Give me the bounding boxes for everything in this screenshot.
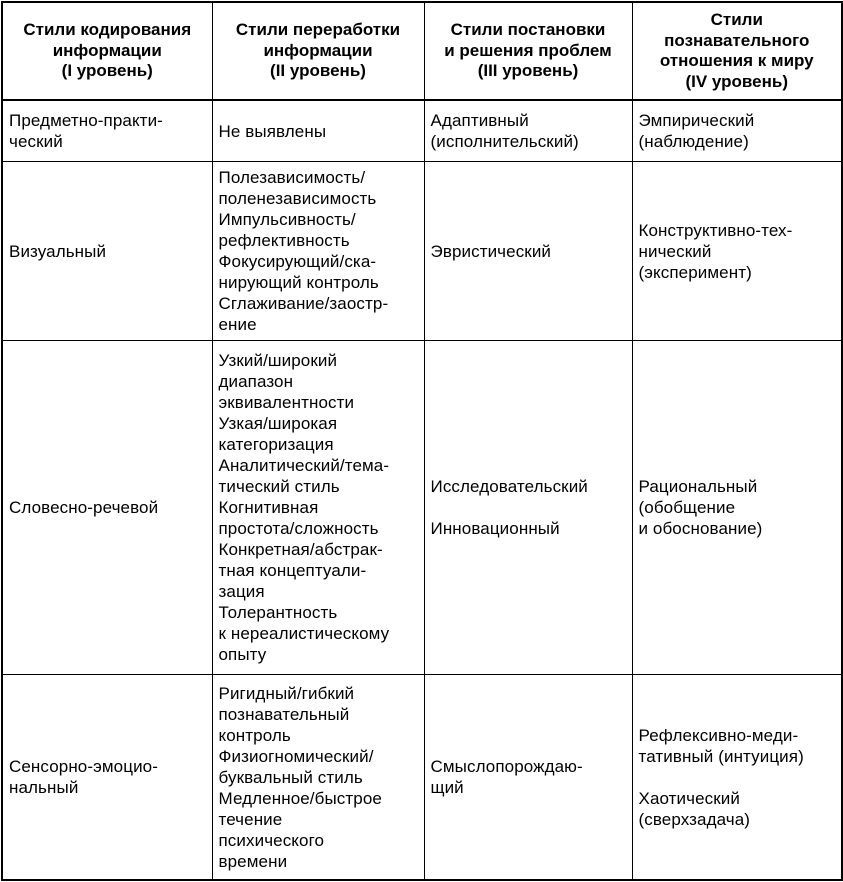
cell-processing [212,162,424,341]
cell-line: щий [430,778,464,797]
cell-line: Конкретная/абстрак- [218,540,383,559]
header-cognitive-attitude-styles [632,2,842,100]
cell-line: диапазон [218,372,294,391]
header-line: отношения к миру [659,51,814,70]
cell-line: Конструктивно-тех- [638,220,793,240]
cell-coding [2,675,212,881]
cell-line: (наблюдение) [638,132,749,151]
cell-processing [212,675,424,881]
header-line: (II уровень) [270,61,366,81]
cell-gap [431,497,626,518]
header-line: Стили постановки [450,20,606,40]
cell-line: течение [218,809,283,829]
header-line: и решения проблем [444,40,612,60]
cell-line: Толерантность [218,603,338,622]
cell-line: Фокусирующий/ска- [218,252,377,271]
cell-line: Исследовательский [430,477,588,496]
header-line: (III уровень) [477,61,579,81]
cell-line: Рефлексивно-меди- [638,725,799,745]
cell-line: времени [218,851,288,871]
cell-processing [212,341,424,675]
header-row [2,2,842,100]
cell-line: нирующий контроль [218,273,379,292]
cell-line: Узкий/широкий [218,351,338,370]
cell-line: Словесно-речевой [9,498,159,517]
cell-line: познавательный [218,704,350,724]
cell-cognitive [632,162,842,341]
header-line: информации [263,40,373,60]
table-body [2,100,842,880]
cell-line: категоризация [218,435,334,454]
cognitive-styles-table [1,1,843,881]
cell-line: Ригидный/гибкий [218,683,355,703]
cell-line: Хаотический [638,788,740,808]
cell-line: (обобщение [638,498,736,517]
cell-line: к нереалистическому [218,624,390,643]
cell-line: поленезависимость [218,189,377,208]
cell-line: (сверхзадача) [638,809,751,829]
cell-line: нальный [9,778,79,797]
cell-cognitive [632,675,842,881]
table-row [2,100,842,162]
cell-line: буквальный стиль [218,767,363,787]
cell-cognitive [632,100,842,162]
header-processing-styles [212,2,424,100]
cell-line: Узкая/широкая [218,414,338,433]
cell-line: психического [218,830,325,850]
cell-coding [2,100,212,162]
cell-coding [2,162,212,341]
cell-line: Импульсивность/ [218,210,356,229]
cell-line: Когнитивная [218,498,319,517]
cell-line: эквивалентности [218,393,355,412]
table-row [2,341,842,675]
cell-line: Адаптивный [430,111,529,130]
cell-line: тная концептуали- [218,561,367,580]
cell-line: Эвристический [430,241,552,261]
cell-line: (исполнительский) [430,132,579,151]
cell-coding [2,341,212,675]
table-header [2,2,842,100]
cell-line: Медленное/быстрое [218,788,382,808]
cell-line: нический [638,241,712,261]
header-problem-styles [424,2,632,100]
header-coding-styles [2,2,212,100]
cell-gap [639,767,836,788]
cell-problem [424,341,632,675]
header-line: информации [52,40,162,60]
header-line: Стили [710,10,763,29]
cell-problem [424,675,632,881]
cell-line: Не выявлены [218,121,327,141]
cell-line: Аналитический/тема- [218,456,390,475]
header-line: познавательного [664,30,810,50]
header-line: (IV уровень) [685,71,788,91]
cell-line: ение [218,315,257,334]
header-line: (I уровень) [61,61,153,81]
cell-line: Смыслопорождаю- [430,757,583,776]
cell-line: Предметно-практи- [9,111,163,130]
cell-processing [212,100,424,162]
cell-line: опыту [218,645,267,664]
cell-line: и обоснование) [638,519,763,538]
cell-line: тический стиль [218,477,340,496]
table-row [2,162,842,341]
cell-line: рефлективность [218,231,350,250]
cell-line: контроль [218,725,291,745]
header-line: Стили кодирования [23,20,192,40]
cell-cognitive [632,341,842,675]
cell-line: Эмпирический [638,111,755,130]
cell-problem [424,100,632,162]
cell-line: (эксперимент) [638,262,752,282]
cell-line: Физиогномический/ [218,746,374,766]
table-row [2,675,842,881]
cell-problem [424,162,632,341]
cell-line: Визуальный [9,241,107,261]
cell-line: Рациональный [638,477,758,496]
cell-line: простота/сложность [218,519,379,538]
cell-line: Инновационный [430,519,560,538]
cell-line: зация [218,582,265,601]
cell-line: ческий [9,132,63,151]
cell-line: тативный (интуиция) [638,746,804,766]
cell-line: Полезависимость/ [218,168,366,187]
header-line: Стили переработки [235,20,401,40]
cell-line: Сенсорно-эмоцио- [9,757,158,776]
cell-line: Сглаживание/заостр- [218,294,389,313]
